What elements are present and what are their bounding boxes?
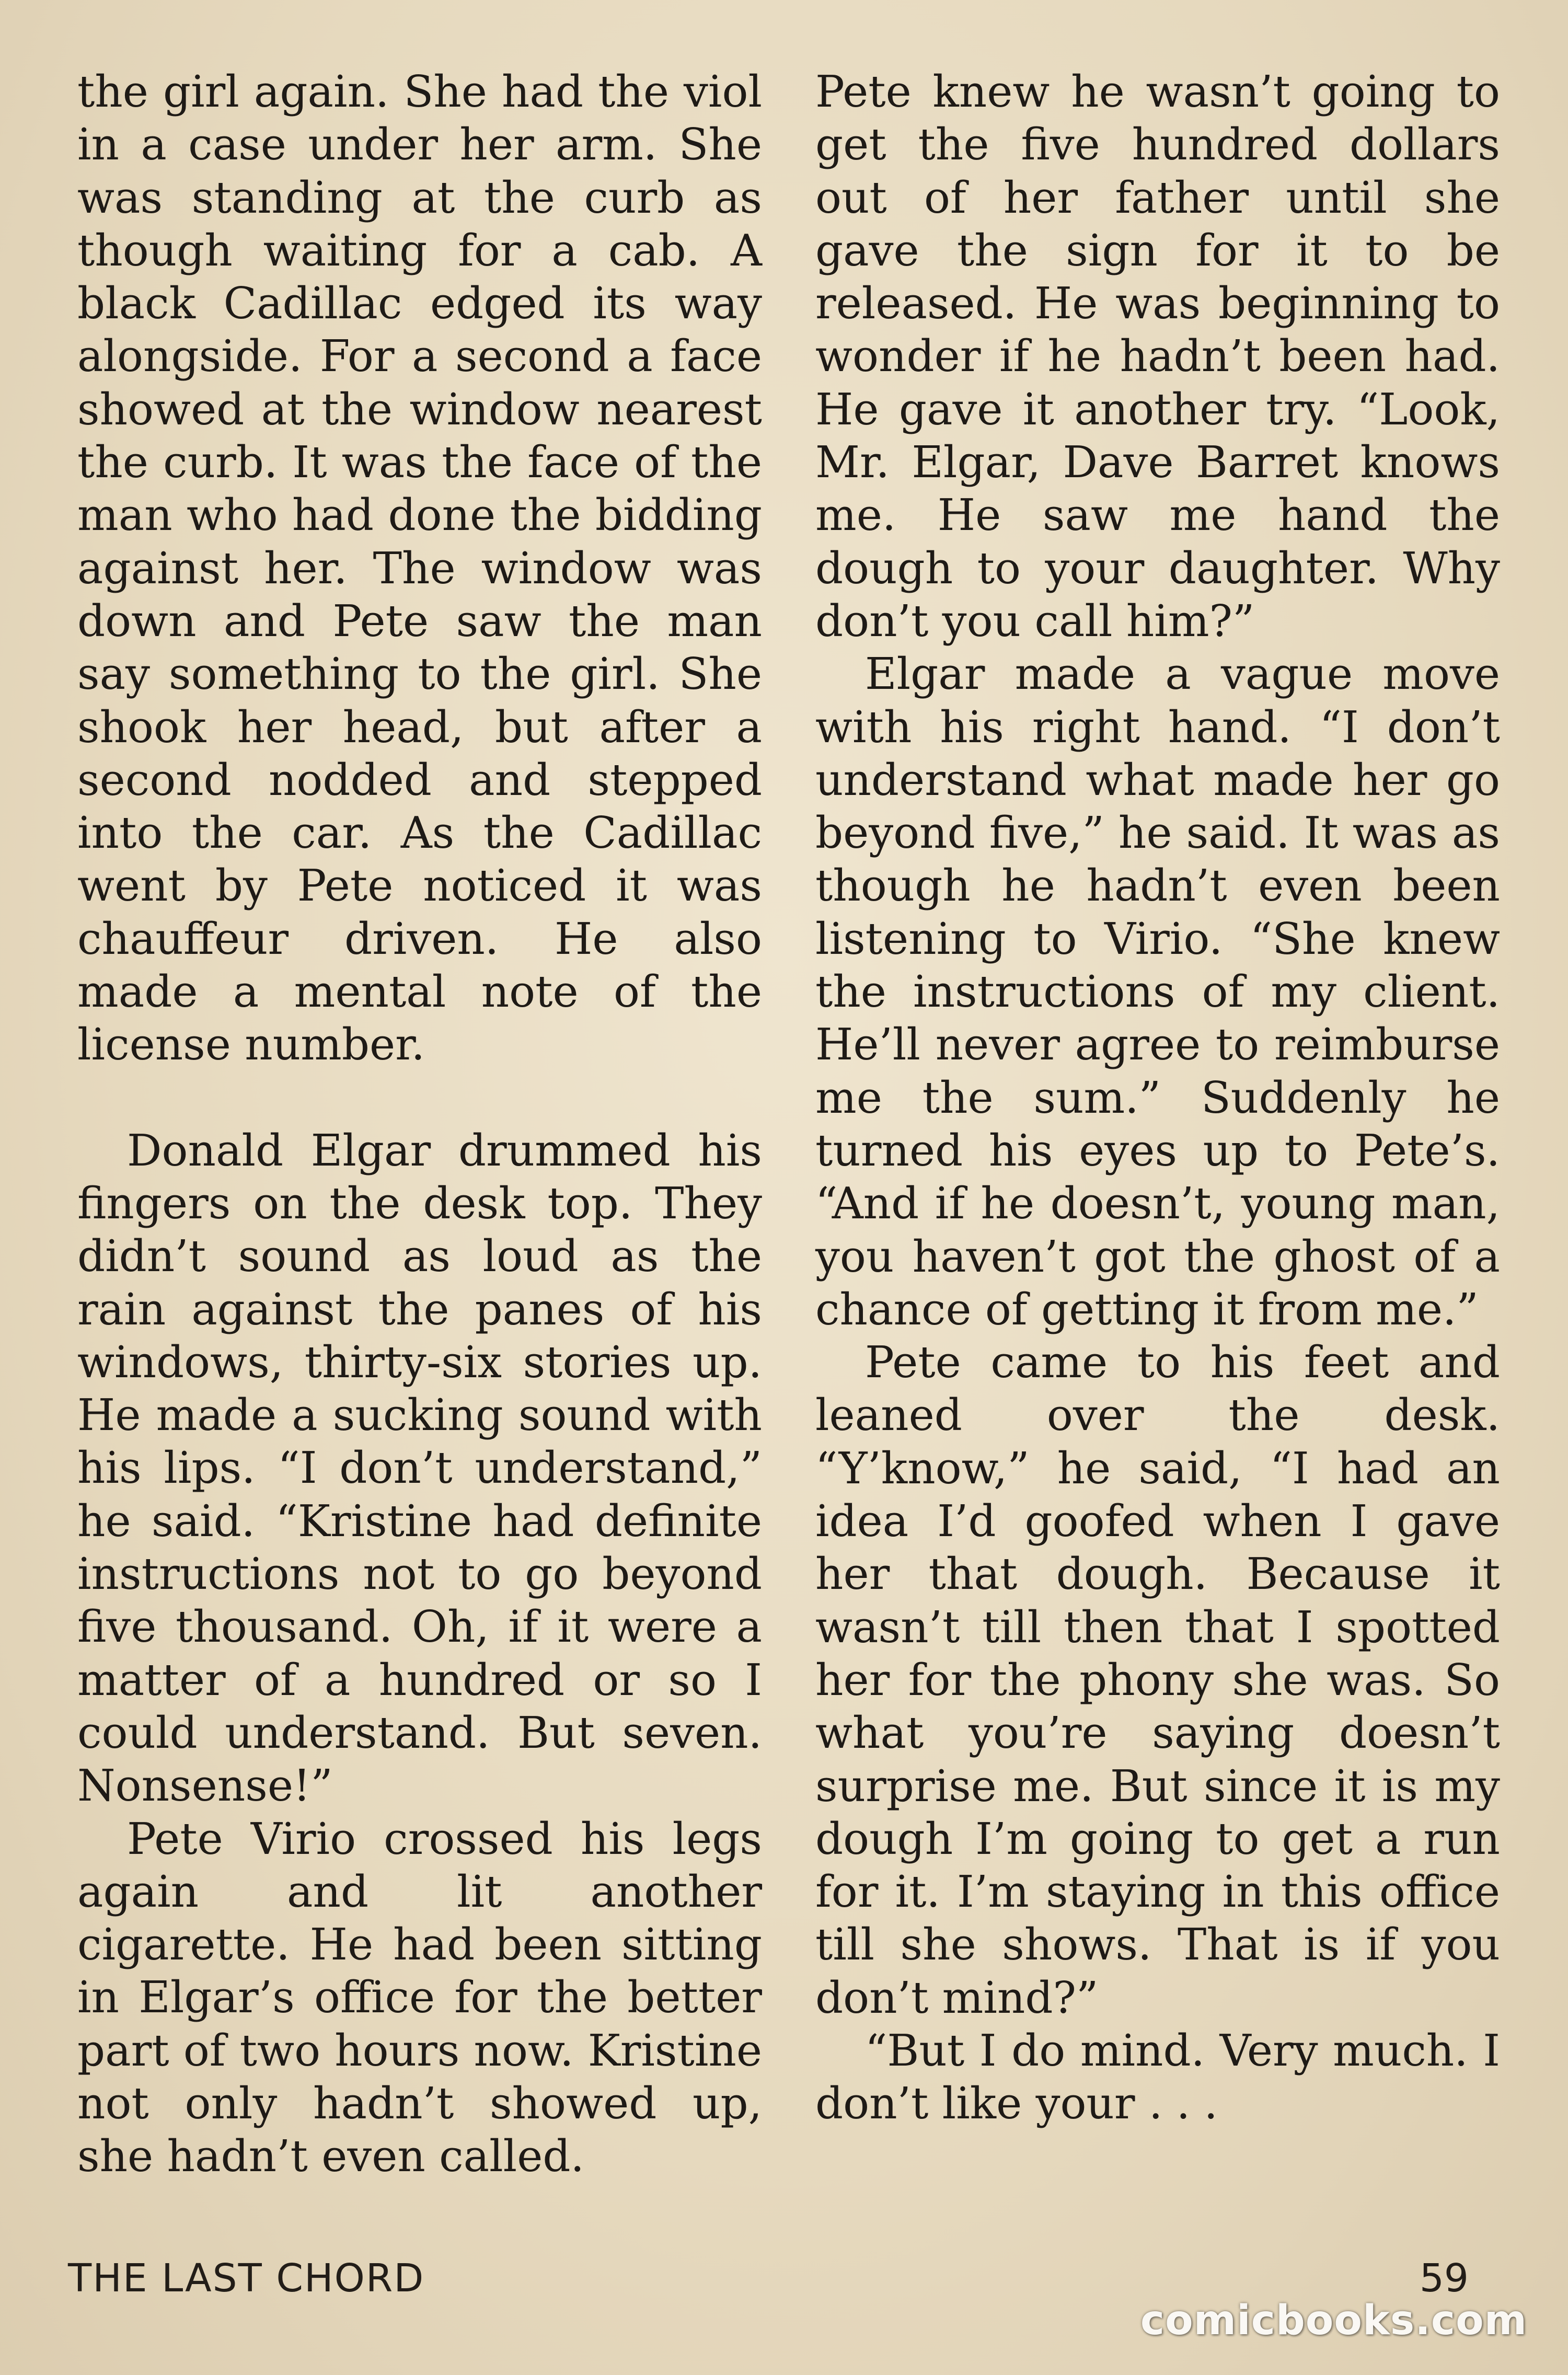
paragraph: Pete knew he wasn’t going to get the five hundred dollars out of her father until she gave the sign for it to be released. He was beginning to wonder if he hadn’t been had. He gave it another try. “Look, Mr. Elgar, Dave Barret knows me. He saw me hand the dough to your daughter. Why don’t you call him?” <box>815 66 1500 647</box>
paragraph: “But I do mind. Very much. I don’t like your . . . <box>815 2025 1500 2129</box>
paragraph: the girl again. She had the viol in a case under her arm. She was standing at the curb as though waiting for a cab. A black Cadillac edged its way alongside. For a second a face showed at the window nearest the curb. It was the face of the man who had done the bidding against her. The window was down and Pete saw the man say something to the girl. She shook her head, but after a second nodded and stepped into the car. As the Cadillac went by Pete noticed it was chauffeur driven. He also made a mental note of the license number. <box>77 66 762 1070</box>
watermark: comicbooks.com <box>1140 2297 1527 2344</box>
paragraph: Donald Elgar drummed his fingers on the desk top. They didn’t sound as loud as the rain against the panes of his windows, thirty-six stories up. He made a sucking sound with his lips. “I don’t understand,” he said. “Kristine had definite instructions not to go beyond five thousand. Oh, if it were a matter of a hundred or so I could understand. But seven. Nonsense!” <box>77 1125 762 1812</box>
page-number: 59 <box>1419 2256 1469 2301</box>
paragraph: Elgar made a vague move with his right hand. “I don’t understand what made her go beyond five,” he said. It was as though he hadn’t even been listening to Virio. “She knew the instructions of my client. He’ll never agree to reimburse me the sum.” Suddenly he turned his eyes up to Pete’s. “And if he doesn’t, young man, you haven’t got the ghost of a chance of getting it from me.” <box>815 649 1500 1335</box>
right-column <box>815 65 1500 2130</box>
running-head: THE LAST CHORD <box>68 2256 425 2301</box>
paragraph: Pete came to his feet and leaned over the desk. “Y’know,” he said, “I had an idea I’d goofed when I gave her that dough. Because it wasn’t till then that I spotted her for the phony she was. So what you’re saying doesn’t surprise me. But since it is my dough I’m going to get a run for it. I’m staying in this office till she shows. That is if you don’t mind?” <box>815 1337 1500 2023</box>
paragraph: Pete Virio crossed his legs again and lit another cigarette. He had been sitting in Elgar’s office for the better part of two hours now. Kristine not only hadn’t showed up, she hadn’t even called. <box>77 1813 762 2182</box>
left-column <box>77 65 762 2183</box>
